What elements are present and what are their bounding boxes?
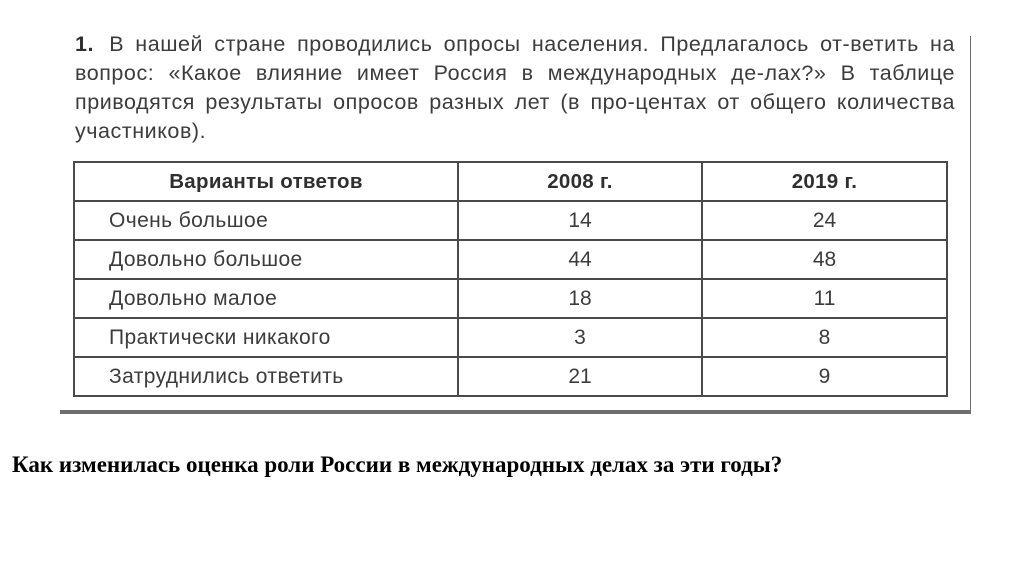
problem-text: В нашей стране проводились опросы населения. Предлагалось от-ветить на вопрос: «Какое влияние имеет Россия в международных де-лах?» В таблице приводятся результаты опросов разных лет (в про-центах от общего количества участников).: [75, 32, 955, 143]
header-year-2019: 2019 г.: [702, 162, 947, 201]
table-row: [74, 318, 947, 357]
question-text: Как изменилась оценка роли России в международных делах за эти годы?: [12, 452, 783, 477]
table-row: [74, 279, 947, 318]
header-answer-options: Варианты ответов: [74, 162, 458, 201]
table-row: [74, 240, 947, 279]
answer-cell: Довольно большое: [74, 240, 458, 279]
value-2008-cell: 14: [458, 201, 702, 240]
value-2019-cell: 11: [702, 279, 947, 318]
header-year-2008: 2008 г.: [458, 162, 702, 201]
answer-cell: Очень большое: [74, 201, 458, 240]
problem-statement: [75, 30, 955, 146]
value-2008-cell: 18: [458, 279, 702, 318]
value-2008-cell: 44: [458, 240, 702, 279]
value-2008-cell: 21: [458, 357, 702, 396]
value-2008-cell: 3: [458, 318, 702, 357]
survey-results-table: [73, 161, 948, 397]
value-2019-cell: 48: [702, 240, 947, 279]
table-row: [74, 357, 947, 396]
problem-number: 1.: [75, 32, 95, 56]
table-header-row: [74, 162, 947, 201]
table-row: [74, 201, 947, 240]
answer-cell: Практически никакого: [74, 318, 458, 357]
value-2019-cell: 8: [702, 318, 947, 357]
value-2019-cell: 9: [702, 357, 947, 396]
answer-cell: Довольно малое: [74, 279, 458, 318]
value-2019-cell: 24: [702, 201, 947, 240]
answer-cell: Затруднились ответить: [74, 357, 458, 396]
